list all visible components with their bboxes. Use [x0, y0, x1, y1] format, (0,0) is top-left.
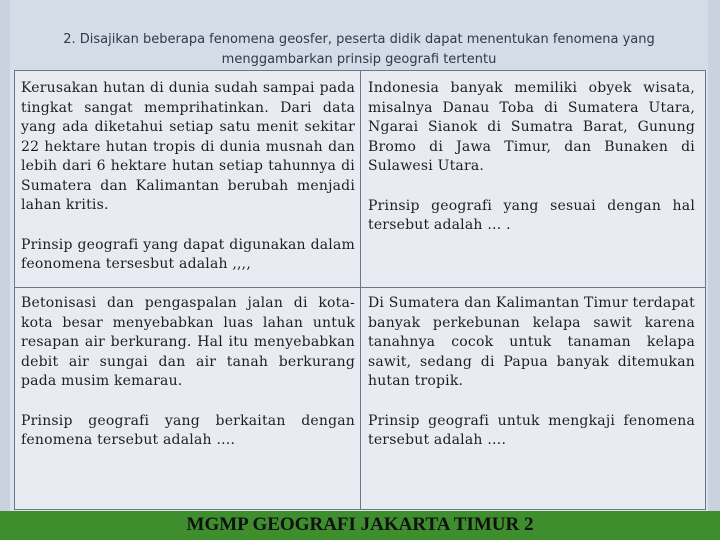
- phenomenon-text: Kerusakan hutan di dunia sudah sampai pada tingkat sangat memprihatinkan. Dari data yang ada diketahui setiap satu menit sekitar 22 hektare hutan tropis di dunia musnah dan lebih dari 6 hektare hutan setiap tahunnya di Sumatera dan Kalimantan berubah menjadi lahan kritis.: [21, 80, 355, 213]
- cell-bottom-right: [368, 294, 695, 451]
- header-line-1: 2. Disajikan beberapa fenomena geosfer, peserta didik dapat menentukan fenomena yang: [63, 32, 655, 47]
- cell-bottom-left: [21, 294, 355, 451]
- phenomena-table: [14, 70, 706, 510]
- phenomenon-text: Betonisasi dan pengaspalan jalan di kota-kota besar menyebabkan luas lahan untuk resapan air berkurang. Hal itu menyebabkan debit air sungai dan air tanah berkurang pada musim kemarau.: [21, 295, 355, 389]
- phenomenon-question: Prinsip geografi yang dapat digunakan dalam feonomena tersesbut adalah ,,,,: [21, 236, 355, 272]
- column-divider: [360, 71, 361, 509]
- header-line-2: menggambarkan prinsip geografi tertentu: [221, 52, 497, 67]
- phenomenon-text: Indonesia banyak memiliki obyek wisata, misalnya Danau Toba di Sumatera Utara, Ngarai Sianok di Sumatra Barat, Gunung Bromo di Jawa Timur, dan Bunaken di Sulawesi Utara.: [368, 80, 695, 174]
- phenomenon-question: Prinsip geografi untuk mengkaji fenomena tersebut adalah ….: [368, 412, 695, 448]
- cell-top-right: [368, 79, 695, 236]
- cell-top-left: [21, 79, 355, 275]
- footer-label: MGMP GEOGRAFI JAKARTA TIMUR 2: [186, 514, 534, 535]
- phenomenon-question: Prinsip geografi yang sesuai dengan hal tersebut adalah … .: [368, 197, 695, 233]
- phenomenon-question: Prinsip geografi yang berkaitan dengan fenomena tersebut adalah ….: [21, 412, 355, 448]
- phenomenon-text: Di Sumatera dan Kalimantan Timur terdapat banyak perkebunan kelapa sawit karena tanahnya cocok untuk tanaman kelapa sawit, sedang di Papua banyak ditemukan hutan tropik.: [368, 295, 695, 389]
- question-header: [10, 0, 708, 70]
